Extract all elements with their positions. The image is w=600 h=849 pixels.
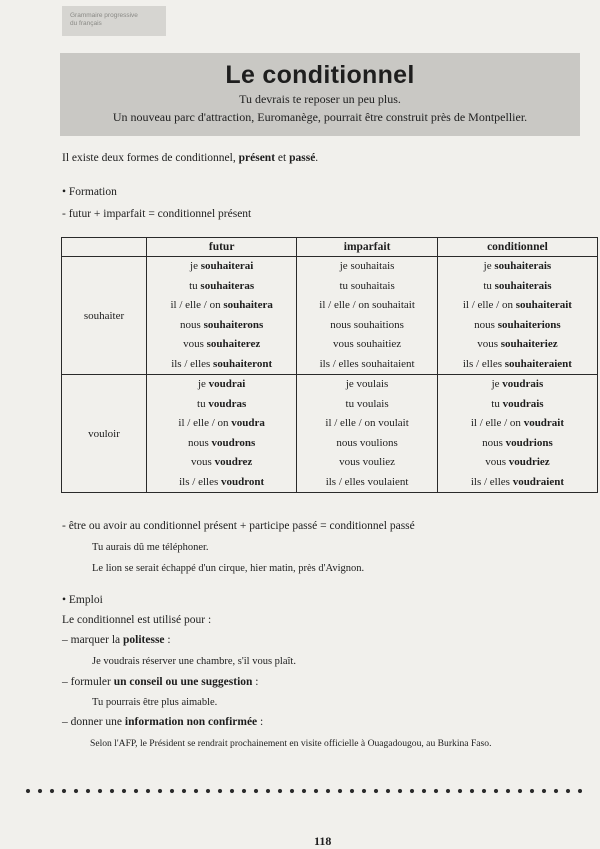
futur-cell — [147, 375, 297, 493]
conjugation-table — [61, 237, 598, 493]
imparfait-form: nous souhaitions — [330, 318, 404, 331]
futur-form: vous voudrez — [191, 456, 253, 468]
table-header-imparfait: imparfait — [297, 238, 438, 257]
conditionnel-form: ils / elles souhaiteraient — [462, 357, 572, 370]
table-header-blank — [62, 238, 147, 257]
imparfait-form: je souhaitais — [339, 260, 395, 272]
page-title: Le conditionnel — [225, 61, 415, 89]
conditionnel-form: je souhaiterais — [483, 260, 552, 272]
futur-form: tu voudras — [197, 397, 247, 410]
futur-form: vous souhaiterez — [183, 338, 261, 350]
table-header-conditionnel: conditionnel — [437, 238, 597, 257]
conditionnel-form: ils / elles voudraient — [470, 475, 565, 488]
futur-form: il / elle / on souhaitera — [170, 299, 273, 311]
emploi-heading: • Emploi — [62, 594, 103, 606]
use-example: Selon l'AFP, le Président se rendrait prochainement en visite officielle à Ouagadougou, au Burkina Faso. — [90, 738, 492, 749]
formation-rule: - futur + imparfait = conditionnel présent — [62, 208, 252, 220]
verb-cell: souhaiter — [62, 257, 147, 375]
corner-tab-line1: Grammaire progressive — [70, 12, 138, 19]
table-header-row — [62, 238, 598, 257]
imparfait-form: je voulais — [345, 378, 389, 390]
use-heading: – donner une information non confirmée : — [62, 716, 264, 728]
title-example-2: Un nouveau parc d'attraction, Euromanège, pourrait être construit près de Montpellier. — [112, 110, 528, 124]
conditionnel-form: tu souhaiterais — [483, 279, 552, 292]
intro-text: Il existe deux formes de conditionnel, présent et passé. — [62, 152, 319, 164]
imparfait-form: tu voulais — [345, 397, 389, 410]
futur-form: ils / elles souhaiteront — [171, 357, 273, 370]
conditionnel-form: il / elle / on souhaiterait — [462, 299, 572, 311]
futur-form: je souhaiterai — [190, 260, 254, 272]
futur-cell — [147, 257, 297, 375]
futur-form: je voudrai — [197, 378, 246, 390]
emploi-intro: Le conditionnel est utilisé pour : — [62, 614, 212, 626]
formation-heading: • Formation — [62, 186, 117, 198]
table-row — [62, 375, 598, 493]
imparfait-form: vous souhaitiez — [333, 338, 402, 350]
table-header-futur: futur — [147, 238, 297, 257]
conditionnel-form: il / elle / on voudrait — [470, 417, 565, 429]
futur-form: nous voudrons — [187, 436, 256, 449]
imparfait-form: ils / elles voulaient — [325, 475, 409, 488]
conditionnel-form: nous souhaiterions — [474, 318, 561, 331]
use-example: Je voudrais réserver une chambre, s'il vous plaît. — [92, 656, 296, 667]
corner-tab-line2: du français — [70, 20, 102, 27]
futur-form: ils / elles voudront — [179, 475, 265, 488]
imparfait-form: il / elle / on souhaitait — [319, 299, 415, 311]
imparfait-form: ils / elles souhaitaient — [319, 357, 415, 370]
book-corner-tab — [62, 6, 166, 36]
imparfait-form: il / elle / on voulait — [325, 417, 409, 429]
conditionnel-cell — [437, 375, 597, 493]
dotted-separator — [22, 784, 582, 798]
futur-form: il / elle / on voudra — [178, 417, 265, 429]
use-heading: – formuler un conseil ou une suggestion : — [62, 676, 259, 688]
conditionnel-form: nous voudrions — [482, 436, 553, 449]
imparfait-form: nous voulions — [336, 436, 398, 449]
conditionnel-form: tu voudrais — [491, 397, 544, 410]
title-example-1: Tu devrais te reposer un peu plus. — [239, 92, 401, 106]
futur-form: nous souhaiterons — [180, 318, 264, 331]
imparfait-form: tu souhaitais — [339, 279, 395, 292]
conditionnel-form: vous souhaiteriez — [477, 338, 558, 350]
conditionnel-form: je voudrais — [491, 378, 544, 390]
imparfait-cell — [297, 375, 438, 493]
futur-form: tu souhaiteras — [189, 279, 255, 292]
use-heading: – marquer la politesse : — [62, 634, 171, 646]
verb-cell: vouloir — [62, 375, 147, 493]
passe-rule: - être ou avoir au conditionnel présent + participe passé = conditionnel passé — [62, 520, 415, 532]
use-example: Tu pourrais être plus aimable. — [92, 697, 218, 708]
page-number: 118 — [314, 834, 332, 848]
conditionnel-cell — [437, 257, 597, 375]
passe-example: Le lion se serait échappé d'un cirque, hier matin, près d'Avignon. — [92, 563, 365, 574]
imparfait-form: vous vouliez — [339, 456, 396, 468]
passe-example: Tu aurais dû me téléphoner. — [92, 542, 209, 553]
conditionnel-form: vous voudriez — [485, 456, 550, 468]
table-row — [62, 257, 598, 375]
imparfait-cell — [297, 257, 438, 375]
title-box — [60, 53, 580, 136]
